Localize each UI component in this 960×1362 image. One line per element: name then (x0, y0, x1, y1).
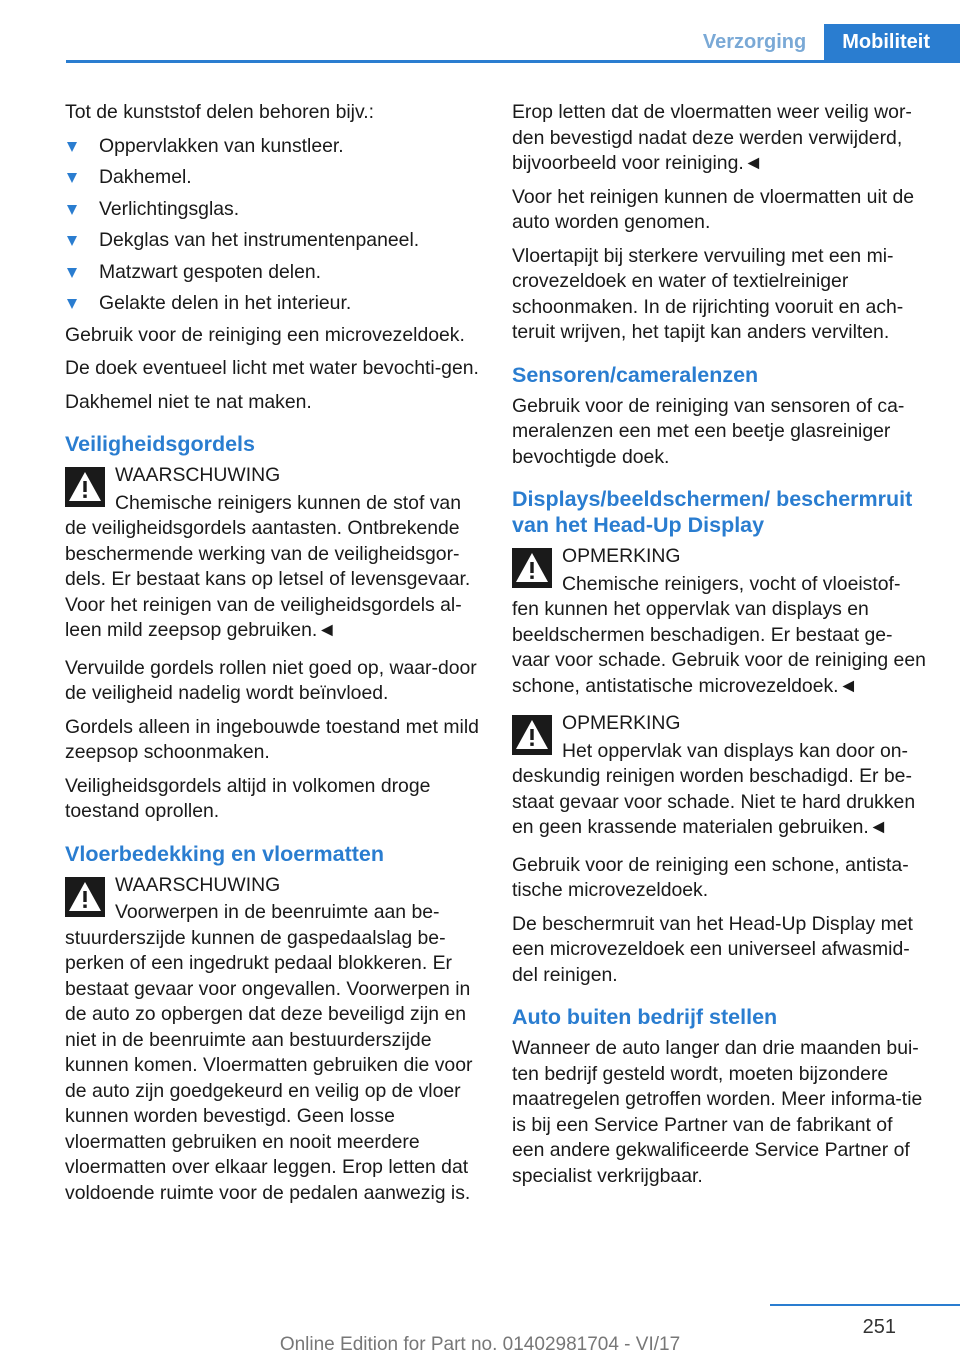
warning-triangle-icon (512, 548, 552, 588)
tab-mobiliteit[interactable]: Mobiliteit (824, 24, 960, 61)
header-rule (66, 60, 960, 63)
warning-triangle-icon (512, 715, 552, 755)
heading-displays: Displays/beeldschermen/ beschermruit van het Head-Up Display (512, 487, 913, 537)
warning-triangle-icon (65, 877, 105, 917)
paragraph: Vloertapijt bij sterkere vervuiling met een mi-crovezeldoek en water of textielreiniger schoonmaken. In de rijrichting vooruit en ach-teruit wrijven, het tapijt kan anders vervilten. (512, 244, 904, 343)
list-item: Oppervlakken van kunstleer. (65, 134, 479, 160)
intro-text: Tot de kunststof delen behoren bijv.: (65, 101, 375, 123)
paragraph: Gebruik voor de reiniging van sensoren of ca-meralenzen een met een beetje glasreiniger bevochtigde doek. (512, 394, 905, 468)
note-title: OPMERKING (562, 712, 681, 734)
paragraph: Veiligheidsgordels altijd in volkomen droge toestand oprollen. (65, 774, 431, 822)
edition-footer: Online Edition for Part no. 01402981704 - VI/17 (279, 1334, 681, 1355)
right-column (512, 100, 926, 1197)
list-item: Matzwart gespoten delen. (65, 260, 479, 286)
list-item: Dekglas van het instrumentenpaneel. (65, 228, 479, 254)
paragraph: Vervuilde gordels rollen niet goed op, waar-door de veiligheid nadelig wordt beïnvloed. (65, 656, 477, 704)
paragraph: Gebruik voor de reiniging een microvezeldoek. (65, 323, 465, 346)
note-text: Het oppervlak van displays kan door on-deskundig reinigen worden beschadigd. Er be-staat gevaar voor schade. Niet te hard drukken en geen krassende materialen gebruiken.◄ (512, 739, 916, 838)
heading-sensors: Sensoren/cameralenzen (512, 362, 759, 387)
note-title: OPMERKING (562, 545, 681, 567)
note-block (512, 711, 926, 841)
warning-title: WAARSCHUWING (115, 873, 281, 896)
note-text: Chemische reinigers, vocht of vloeistof-fen kunnen het oppervlak van displays en beeldschermen beschadigen. Er bestaat ge-vaar voor schade. Gebruik voor de reiniging een schone, antistatische microvezeldoek.◄ (512, 572, 926, 697)
chapter-tabs (685, 24, 960, 61)
list-item: Verlichtingsglas. (65, 197, 479, 223)
list-item: Gelakte delen in het interieur. (65, 291, 479, 317)
heading-seatbelts: Veiligheidsgordels (65, 432, 255, 456)
plastic-parts-list (65, 134, 479, 317)
footer-rule (770, 1304, 960, 1306)
warning-text: Voorwerpen in de beenruimte aan be-stuurderszijde kunnen de gaspedaalslag be-perken of een ingedrukt pedaal blokkeren. Er bestaat gevaar voor ongevallen. Voorwerpen in de auto zo opbergen dat deze beveiligd zijn en niet in de beenruimte aan bestuurderszijde kunnen komen. Vloermatten gebruiken die voor de auto zijn goedgekeurd en veilig op de vloer kunnen worden bevestigd. Geen losse vloermatten gebruiken en nooit meerdere vloermatten over elkaar leggen. Erop letten dat voldoende ruimte voor de pedalen aanwezig is. (65, 901, 473, 1204)
page-number: 251 (862, 1316, 896, 1338)
paragraph: Dakhemel niet te nat maken. (65, 390, 312, 413)
warning-block (65, 463, 479, 644)
paragraph: Gordels alleen in ingebouwde toestand met mild zeepsop schoonmaken. (65, 715, 479, 763)
paragraph: Erop letten dat de vloermatten weer veilig wor-den bevestigd nadat deze werden verwijderd, bijvoorbeeld voor reiniging.◄ (512, 101, 912, 174)
warning-triangle-icon (65, 467, 105, 507)
paragraph: De beschermruit van het Head-Up Display met een microvezeldoek een universeel afwasmid-del reinigen. (512, 912, 913, 986)
tab-verzorging[interactable]: Verzorging (685, 24, 824, 61)
paragraph: Wanneer de auto langer dan drie maanden bui-ten bedrijf gesteld wordt, moeten bijzondere maatregelen getroffen worden. Meer informa-tie is bij een Service Partner van de fabrikant of een andere gekwalificeerde Service Partner of specialist verkrijgbaar. (512, 1037, 923, 1187)
heading-storage: Auto buiten bedrijf stellen (512, 1005, 778, 1029)
note-block (512, 544, 926, 699)
warning-title: WAARSCHUWING (115, 464, 281, 486)
paragraph: De doek eventueel licht met water bevochti-gen. (65, 357, 479, 379)
warning-text: Chemische reinigers kunnen de stof van de veiligheidsgordels aantasten. Ontbrekende beschermende werking van de veiligheidsgor-dels. Er bestaat kans op letsel of levensgevaar. Voor het reinigen van de veiligheidsgordels al-leen mild zeepsop gebruiken.◄ (65, 491, 471, 641)
list-item: Dakhemel. (65, 165, 479, 191)
heading-floor-mats: Vloerbedekking en vloermatten (65, 841, 385, 866)
paragraph: Voor het reinigen kunnen de vloermatten uit de auto worden genomen. (512, 185, 915, 233)
left-column (65, 100, 479, 1218)
paragraph: Gebruik voor de reiniging een schone, antista-tische microvezeldoek. (512, 853, 909, 901)
warning-block (65, 873, 479, 1207)
